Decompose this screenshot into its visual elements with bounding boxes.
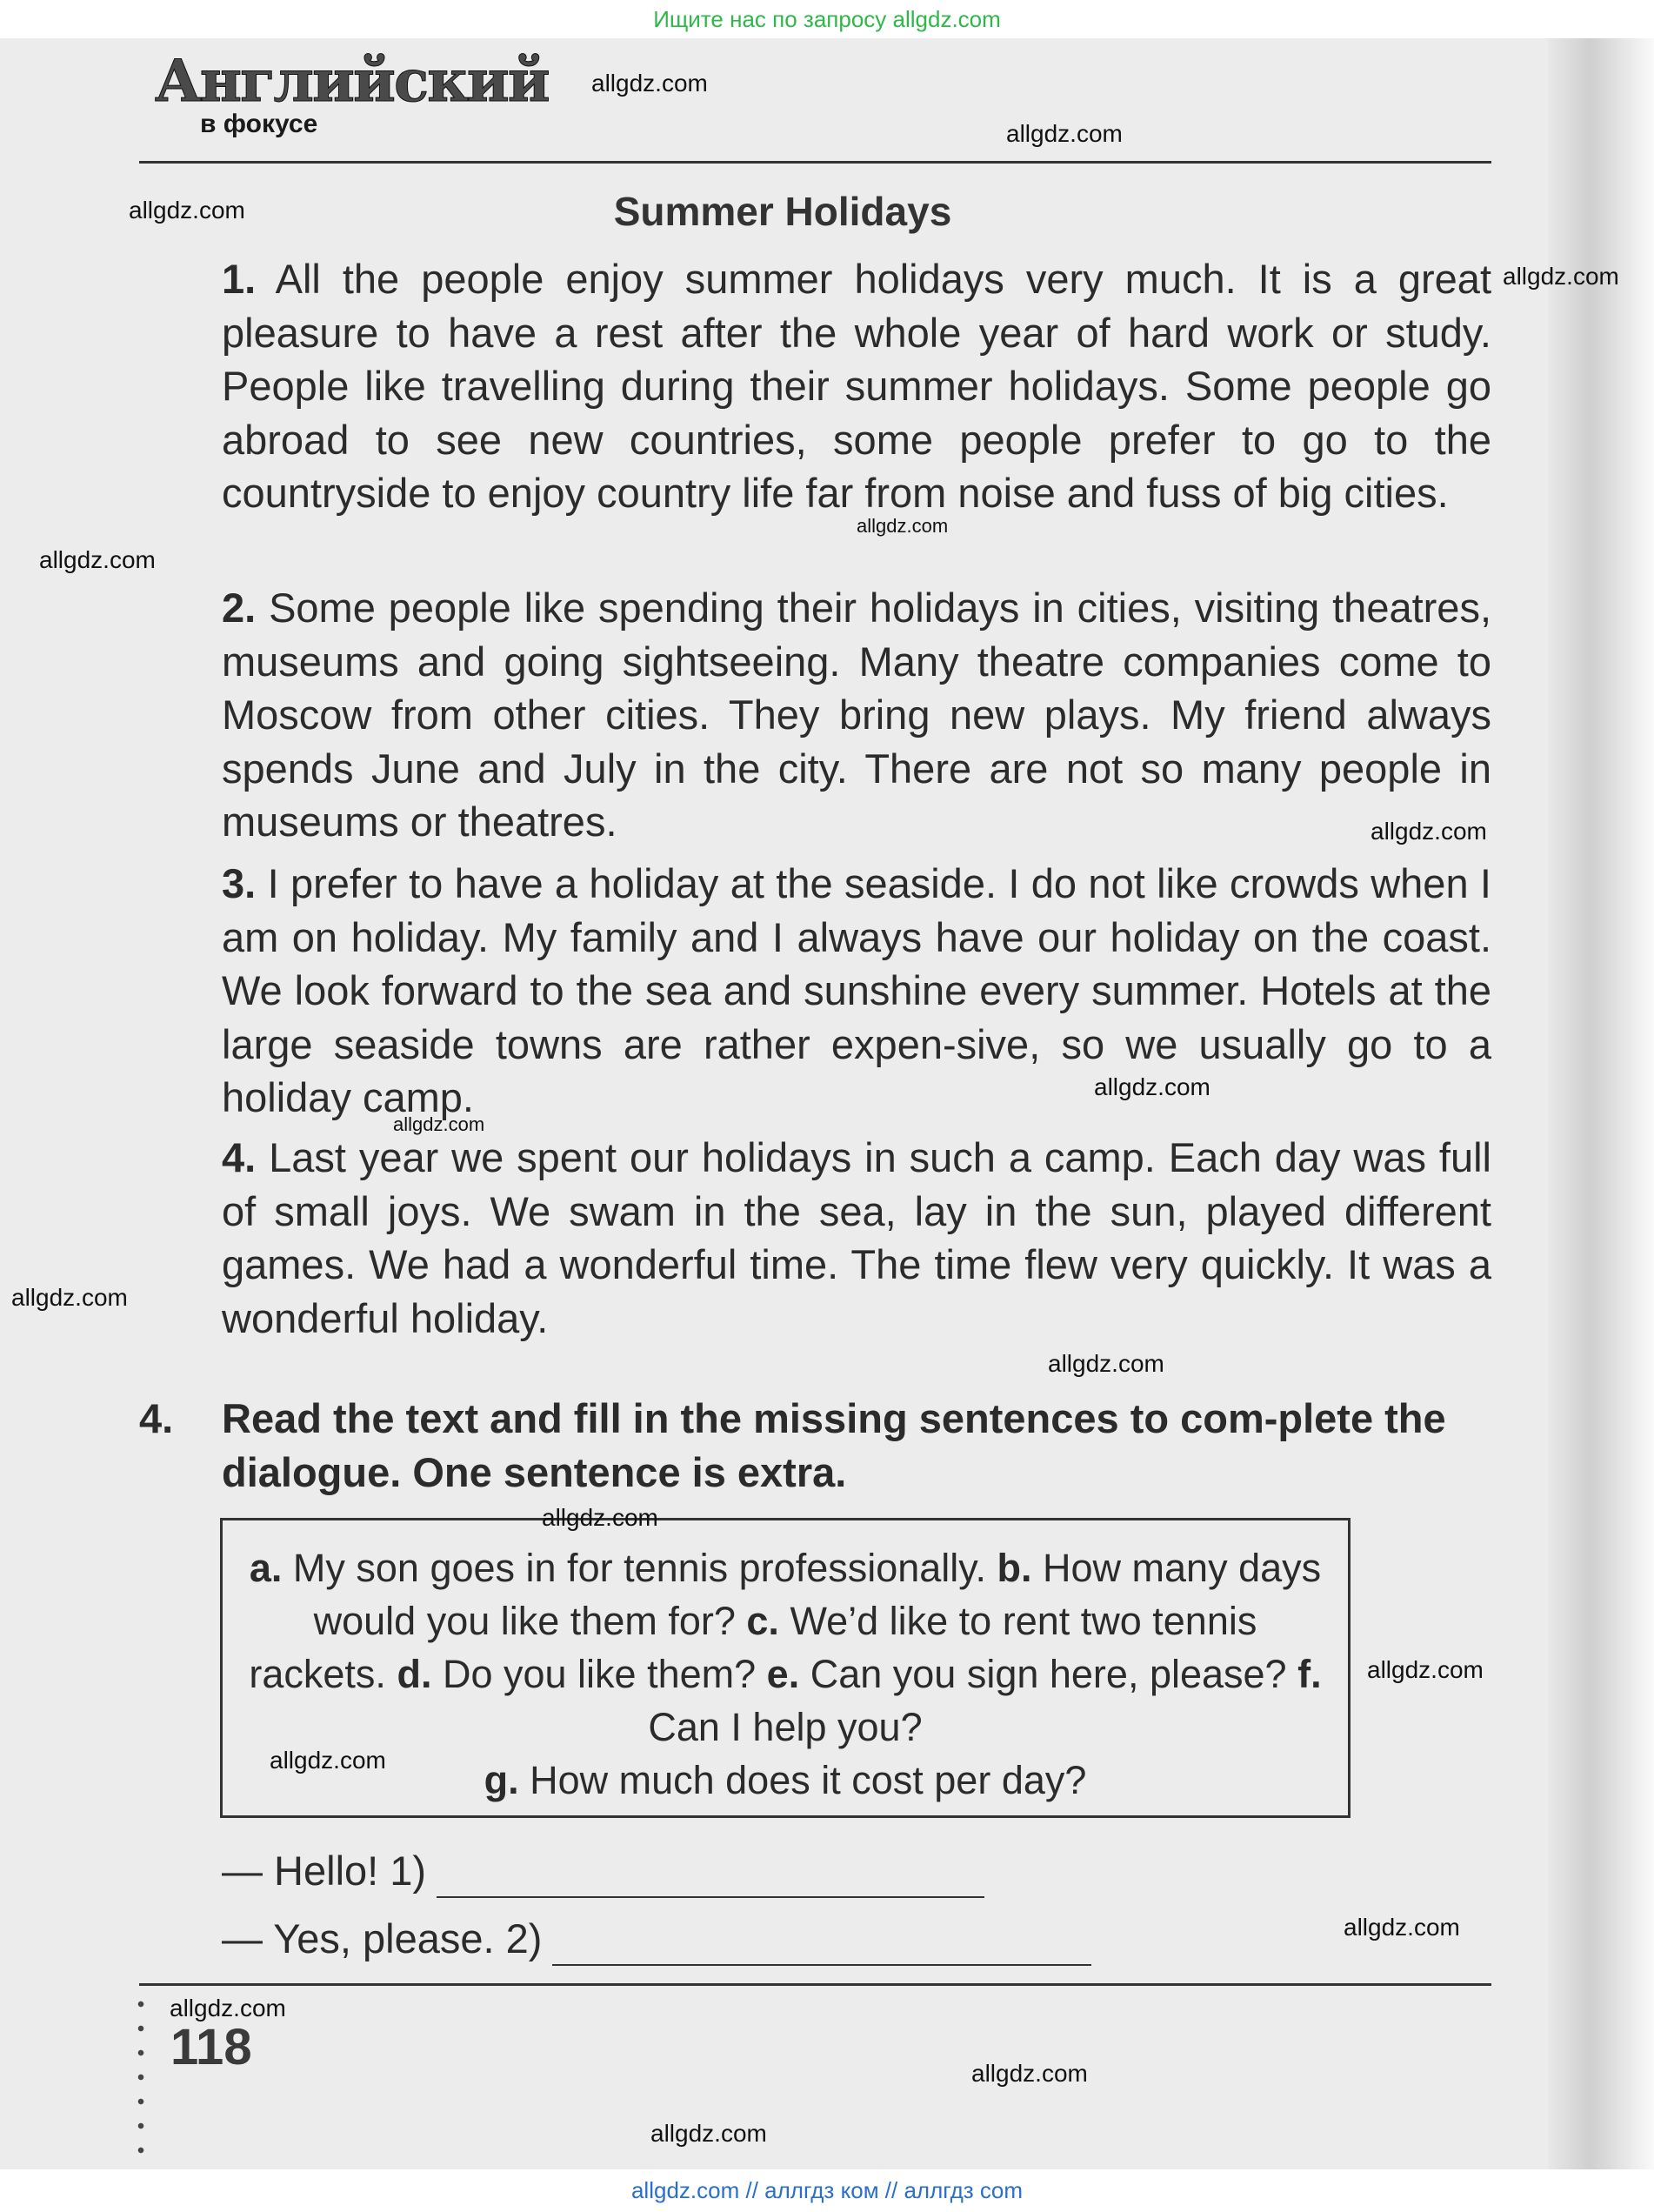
watermark: allgdz.com (270, 1747, 386, 1774)
answer-blank-1[interactable] (437, 1858, 984, 1898)
watermark: allgdz.com (1371, 818, 1487, 845)
option-letter: c. (746, 1599, 779, 1643)
footer-dots-decoration (137, 1992, 144, 2179)
option-letter: f. (1297, 1652, 1322, 1696)
option-letter: d. (397, 1652, 432, 1696)
watermark: allgdz.com (39, 546, 156, 573)
book-spine (1548, 38, 1654, 2169)
text-title: Summer Holidays (613, 189, 952, 234)
dialogue-text: — Yes, please. 2) (222, 1915, 543, 1961)
watermark: allgdz.com (129, 197, 245, 224)
bottom-banner[interactable]: allgdz.com // аллгдз ком // аллгдз com (0, 2169, 1654, 2212)
watermark: allgdz.com (170, 1995, 286, 2022)
watermark: allgdz.com (1048, 1350, 1164, 1377)
sentence-options-box (220, 1518, 1351, 1818)
option-text: We’d like to rent two tennis rackets. (249, 1599, 1257, 1696)
exercise-4 (139, 1392, 1496, 1500)
option-text: Can you sign here, please? (810, 1652, 1287, 1696)
textbook-logo (155, 47, 549, 138)
paragraph-number: 2. (222, 585, 257, 631)
option-text: How many days would you like them for? (313, 1546, 1322, 1643)
dialogue-text: — Hello! 1) (222, 1848, 427, 1894)
watermark: allgdz.com (1006, 120, 1123, 147)
watermark: allgdz.com (857, 515, 949, 537)
paragraph-text: I prefer to have a holiday at the seaside. I do not like crowds when I am on holiday. My family and I always have our holiday on the coast. We look forward to the sea and sunshine every summer. Hotels at the large seaside towns are rather expen-sive, so we usually go to a holiday camp. (222, 860, 1491, 1120)
dialogue-line-2 (222, 1912, 1091, 1966)
option-text: Do you like them? (442, 1652, 757, 1696)
watermark: allgdz.com (542, 1504, 658, 1531)
watermark: allgdz.com (650, 2120, 767, 2147)
watermark: allgdz.com (11, 1284, 128, 1311)
paragraph-text: Last year we spent our holidays in such a camp. Each day was full of small joys. We swam in the sea, lay in the sun, played different games. We had a wonderful time. The time flew very quickly. It was a wonderful holiday. (222, 1134, 1491, 1341)
watermark: allgdz.com (1094, 1073, 1210, 1100)
paragraph-text: Some people like spending their holidays in cities, visiting theatres, museums and going sightseeing. Many theatre companies come to Moscow from other cities. They bring new plays. My friend always spends June and July in the city. There are not so many people in museums or theatres. (222, 585, 1492, 845)
watermark: allgdz.com (1367, 1656, 1484, 1683)
answer-blank-2[interactable] (552, 1926, 1091, 1966)
option-text: Can I help you? (648, 1705, 923, 1749)
paragraph-number: 4. (222, 1134, 257, 1180)
top-banner[interactable]: Ищите нас по запросу allgdz.com (0, 0, 1654, 38)
option-letter: a. (249, 1546, 283, 1590)
paragraph-text: All the people enjoy summer holidays very much. It is a great pleasure to have a rest after the whole year of hard work or study. People like travelling during their summer holidays. Some people go abroad to see new countries, some people prefer to go to the countryside to enjoy country life far from noise and fuss of big cities. (222, 256, 1492, 516)
watermark: allgdz.com (1503, 263, 1619, 290)
paragraph-3 (222, 857, 1491, 1125)
exercise-number: 4. (139, 1395, 174, 1441)
exercise-instruction: Read the text and fill in the missing sentences to com-plete the dialogue. One sentence is extra. (222, 1395, 1446, 1495)
option-text: How much does it cost per day? (530, 1758, 1087, 1802)
watermark: allgdz.com (393, 1113, 485, 1135)
footer-divider (139, 1983, 1491, 1986)
option-text: My son goes in for tennis professionally. (292, 1546, 986, 1590)
watermark: allgdz.com (591, 70, 708, 97)
page-number: 118 (170, 2019, 252, 2075)
watermark: allgdz.com (971, 2060, 1088, 2087)
logo-sub-text: в фокусе (200, 110, 318, 138)
watermark: allgdz.com (1344, 1914, 1460, 1941)
paragraph-1 (222, 252, 1491, 520)
header-divider (139, 161, 1491, 164)
option-letter: e. (766, 1652, 800, 1696)
logo-main-text: Английский (155, 47, 549, 115)
paragraph-number: 3. (222, 860, 257, 906)
paragraph-number: 1. (222, 256, 257, 302)
paragraph-2 (222, 581, 1491, 849)
option-letter: g. (484, 1758, 519, 1802)
dialogue-line-1 (222, 1844, 984, 1898)
option-letter: b. (997, 1546, 1032, 1590)
paragraph-4 (222, 1131, 1491, 1345)
